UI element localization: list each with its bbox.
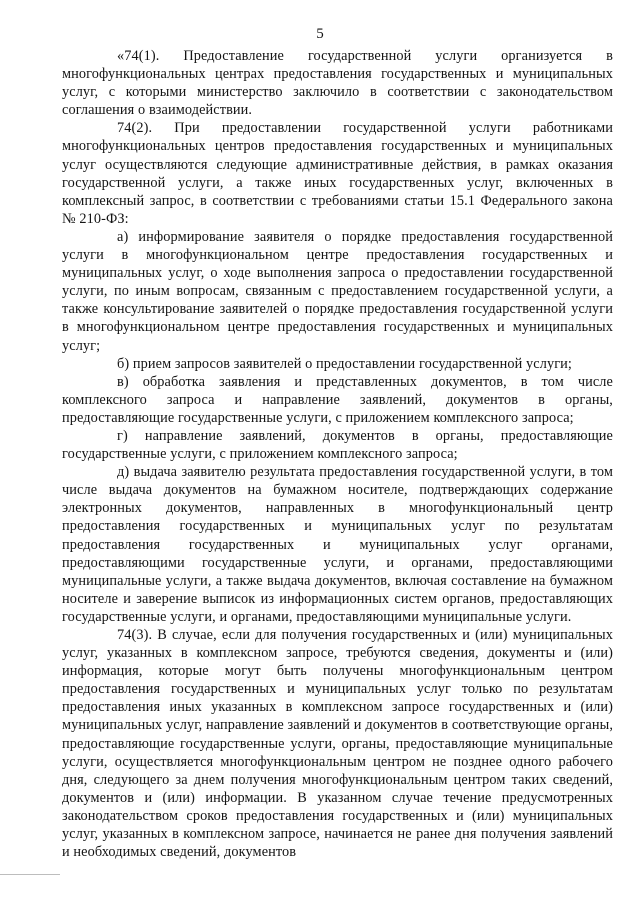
- paragraph-74-1: «74(1). Предоставление государственной услуги организуется в многофункциональных центрах предоставления государственных и муниципальных услуг, с которыми министерство заключило в соответствии с законодательством соглашения о взаимодействии.: [62, 48, 613, 119]
- list-item-b: б) прием запросов заявителей о предоставлении государственной услуги;: [117, 355, 572, 372]
- paragraph-74-3: 74(3). В случае, если для получения государственных и (или) муниципальных услуг, указанных в комплексном запросе, требуются сведения, документы и (или) информация, которые могут быть получены многофункциональным центром предоставления государственных и муниципальных услуг только по результатам предоставления иных указанных в комплексном запросе государственных и (или) муниципальных услуг, направление заявлений и документов в соответствующие органы, предоставляющие государственные услуги, органы, предоставляющие муниципальные услуги, осуществляется многофункциональным центром не позднее одного рабочего дня, следующего за днем получения многофункциональным центром таких сведений, документов и (или) информации. В указанном случае течение предусмотренных законодательством сроков предоставления государственных и (или) муниципальных услуг, указанных в комплексном запросе, начинается не ранее дня получения заявлений и необходимых сведений, документов: [62, 627, 613, 861]
- document-body: [62, 47, 613, 861]
- page-bottom-divider: [0, 874, 60, 875]
- list-item-d: д) выдача заявителю результата предоставления государственной услуги, в том числе выдача документов на бумажном носителе, подтверждающих содержание электронных документов, направленных в многофункциональный центр предоставления государственных и муниципальных услуг по результатам предоставления государственных и муниципальных услуг органами, предоставляющими государственные услуги, и органами, предоставляющими муниципальные услуги, а также выдача документов, включая составление на бумажном носителе и заверение выписок из информационных систем органов, предоставляющих государственные услуги, и органами, предоставляющими муниципальные услуги.: [62, 464, 613, 625]
- paragraph-74-2: 74(2). При предоставлении государственной услуги работниками многофункциональных центров предоставления государственных и муниципальных услуг осуществляются следующие административные действия, в рамках оказания государственной услуги, а также иных государственных услуг, включенных в комплексный запрос, в соответствии с требованиями статьи 15.1 Федерального закона № 210-ФЗ:: [62, 120, 613, 227]
- list-item-a: а) информирование заявителя о порядке предоставления государственной услуги в многофункциональном центре предоставления государственных и муниципальных услуг, о ходе выполнения запроса о предоставлении государственной услуги, по иным вопросам, связанным с предоставлением государственной услуги, а также консультирование заявителей о порядке предоставления государственной услуги в многофункциональном центре предоставления государственных и муниципальных услуг;: [62, 228, 613, 354]
- page-number: 5: [316, 26, 324, 42]
- list-item-g: г) направление заявлений, документов в органы, предоставляющие государственные услуги, с приложением комплексного запроса;: [62, 427, 613, 463]
- list-item-v: в) обработка заявления и представленных документов, в том числе комплексного запроса и направление заявлений, документов в органы, предоставляющие государственные услуги, с приложением комплексного запроса;: [62, 373, 613, 426]
